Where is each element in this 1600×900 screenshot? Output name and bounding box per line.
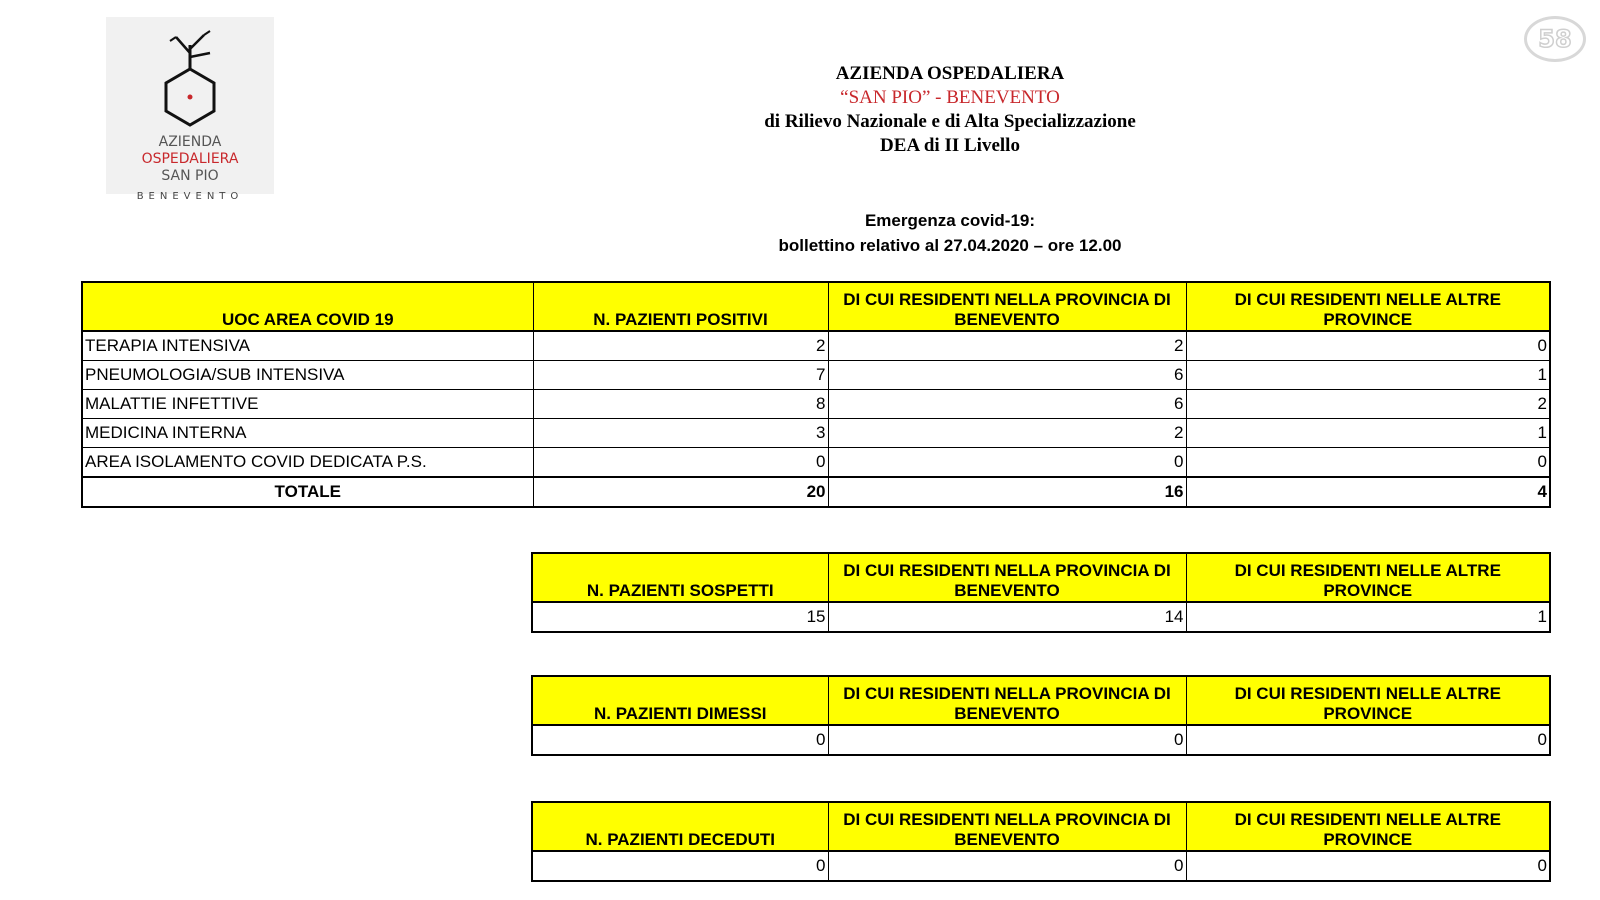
row-benevento: 0 [828, 448, 1186, 478]
document-header [700, 62, 1200, 158]
hexagon-tree-icon [160, 27, 220, 127]
discharged-benevento: 0 [828, 725, 1186, 755]
row-positive: 0 [533, 448, 828, 478]
row-benevento: 2 [828, 419, 1186, 448]
discharged-count: 0 [532, 725, 828, 755]
row-area: PNEUMOLOGIA/SUB INTENSIVA [82, 361, 533, 390]
row-area: MEDICINA INTERNA [82, 419, 533, 448]
logo-text-benevento: BENEVENTO [136, 191, 244, 202]
col-header-suspected: N. PAZIENTI SOSPETTI [532, 553, 828, 602]
positive-patients-table [81, 281, 1551, 508]
table-row [532, 725, 1550, 755]
table-row [82, 390, 1550, 419]
deceased-count: 0 [532, 851, 828, 881]
table-row [82, 419, 1550, 448]
row-positive: 2 [533, 331, 828, 361]
total-positive: 20 [533, 477, 828, 507]
row-positive: 8 [533, 390, 828, 419]
total-other: 4 [1186, 477, 1550, 507]
row-other: 2 [1186, 390, 1550, 419]
col-header-discharged: N. PAZIENTI DIMESSI [532, 676, 828, 725]
total-benevento: 16 [828, 477, 1186, 507]
table-row [82, 361, 1550, 390]
table-row [532, 602, 1550, 632]
header-hospital-name: “SAN PIO” - BENEVENTO [840, 87, 1060, 108]
row-other: 1 [1186, 419, 1550, 448]
row-benevento: 6 [828, 361, 1186, 390]
row-positive: 3 [533, 419, 828, 448]
suspected-benevento: 14 [828, 602, 1186, 632]
row-area: AREA ISOLAMENTO COVID DEDICATA P.S. [82, 448, 533, 478]
discharged-patients-table [531, 675, 1551, 756]
subtitle-date: bollettino relativo al 27.04.2020 – ore 12.00 [778, 236, 1122, 255]
deceased-other: 0 [1186, 851, 1550, 881]
col-header-benevento: DI CUI RESIDENTI NELLA PROVINCIA DI BENEVENTO [828, 282, 1186, 331]
total-row [82, 477, 1550, 507]
col-header-positive: N. PAZIENTI POSITIVI [533, 282, 828, 331]
table-row [82, 331, 1550, 361]
logo-text-ospedaliera: OSPEDALIERA [141, 151, 239, 167]
col-header-other-provinces: DI CUI RESIDENTI NELLE ALTRE PROVINCE [1186, 282, 1550, 331]
col-header-other-provinces: DI CUI RESIDENTI NELLE ALTRE PROVINCE [1186, 802, 1550, 851]
logo-text-azienda: AZIENDA [158, 134, 222, 150]
row-other: 1 [1186, 361, 1550, 390]
row-other: 0 [1186, 331, 1550, 361]
suspected-patients-table [531, 552, 1551, 633]
table-row [532, 851, 1550, 881]
col-header-area: UOC AREA COVID 19 [82, 282, 533, 331]
col-header-other-provinces: DI CUI RESIDENTI NELLE ALTRE PROVINCE [1186, 676, 1550, 725]
row-other: 0 [1186, 448, 1550, 478]
header-title: AZIENDA OSPEDALIERA [835, 63, 1065, 84]
discharged-other: 0 [1186, 725, 1550, 755]
bulletin-subtitle [700, 208, 1200, 258]
col-header-benevento: DI CUI RESIDENTI NELLA PROVINCIA DI BENEVENTO [828, 802, 1186, 851]
channel-watermark: 58 [1524, 16, 1586, 62]
subtitle-emergency: Emergenza covid-19: [864, 211, 1036, 230]
col-header-other-provinces: DI CUI RESIDENTI NELLE ALTRE PROVINCE [1186, 553, 1550, 602]
table-row [82, 448, 1550, 478]
row-positive: 7 [533, 361, 828, 390]
row-benevento: 6 [828, 390, 1186, 419]
col-header-benevento: DI CUI RESIDENTI NELLA PROVINCIA DI BENEVENTO [828, 553, 1186, 602]
header-level: DEA di II Livello [880, 135, 1020, 156]
col-header-deceased: N. PAZIENTI DECEDUTI [532, 802, 828, 851]
suspected-other: 1 [1186, 602, 1550, 632]
total-label: TOTALE [82, 477, 533, 507]
row-area: TERAPIA INTENSIVA [82, 331, 533, 361]
deceased-benevento: 0 [828, 851, 1186, 881]
row-area: MALATTIE INFETTIVE [82, 390, 533, 419]
hospital-logo [106, 17, 274, 202]
deceased-patients-table [531, 801, 1551, 882]
suspected-count: 15 [532, 602, 828, 632]
header-qualification: di Rilievo Nazionale e di Alta Specializzazione [764, 111, 1136, 132]
logo-text-san-pio: SAN PIO [161, 168, 219, 184]
row-benevento: 2 [828, 331, 1186, 361]
col-header-benevento: DI CUI RESIDENTI NELLA PROVINCIA DI BENEVENTO [828, 676, 1186, 725]
